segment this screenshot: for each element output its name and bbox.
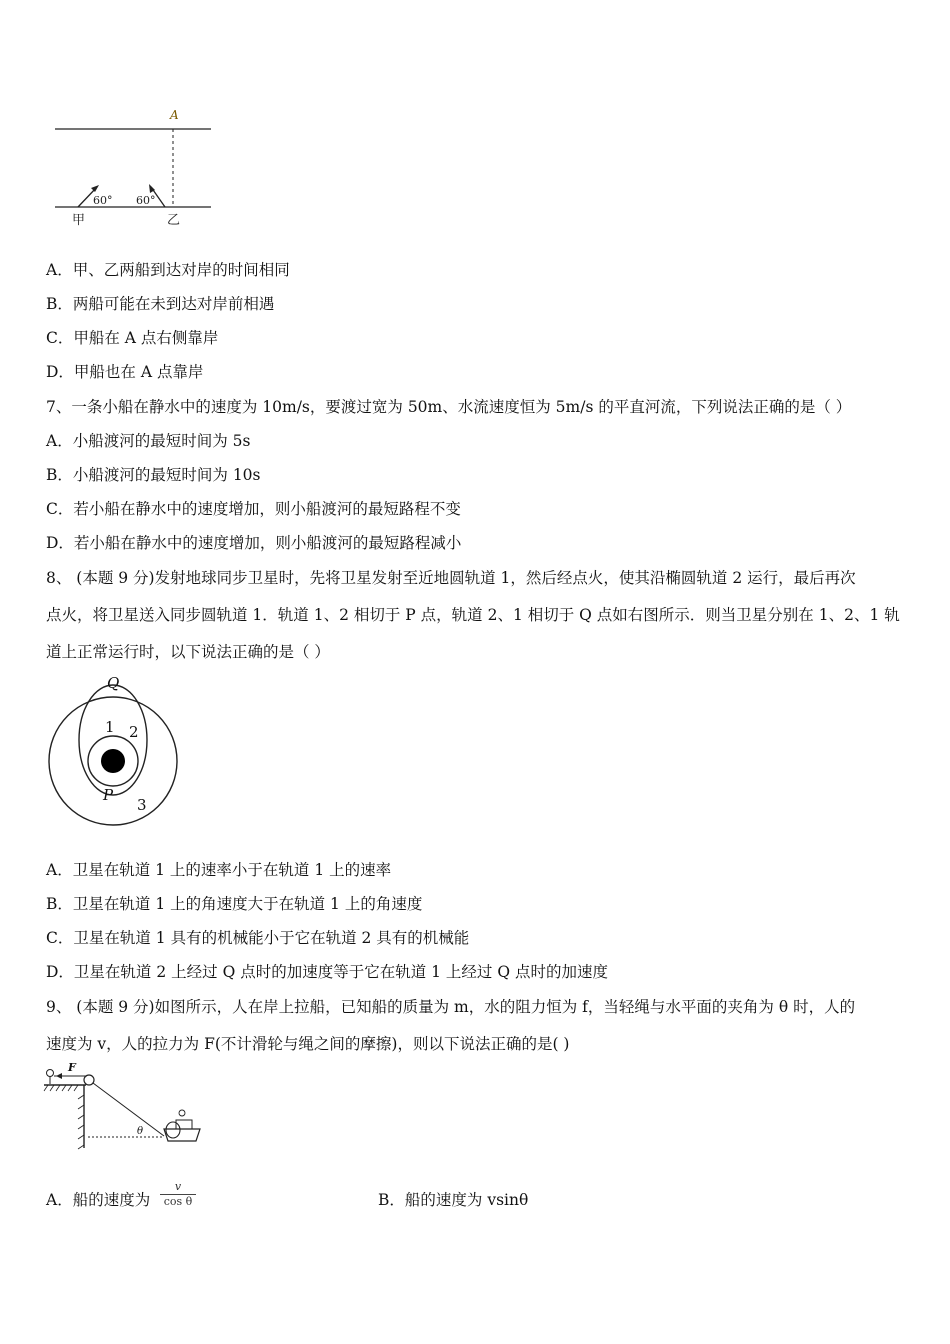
person-icon [47, 1070, 54, 1077]
q8-stem-line2: 点火，将卫星送入同步圆轨道 1．轨道 1、2 相切于 P 点，轨道 2、1 相切于 Q 点如右图所示．则当卫星分别在 1、2、1 轨 [46, 606, 900, 624]
q6-option-a: A．甲、乙两船到达对岸的时间相同 [46, 261, 290, 279]
q9-stem-line2: 速度为 v，人的拉力为 F(不计滑轮与绳之间的摩擦)，则以下说法正确的是( ) [46, 1035, 570, 1053]
label-yi: 乙 [167, 213, 181, 228]
angle-right: 60° [136, 194, 156, 207]
label-F: F [68, 1061, 76, 1074]
label-1: 1 [105, 718, 115, 736]
fraction-numerator: v [174, 1180, 182, 1193]
earth [101, 749, 125, 773]
q8-option-a: A．卫星在轨道 1 上的速率小于在轨道 1 上的速率 [46, 861, 392, 879]
label-P: P [103, 786, 114, 804]
label-A: A [170, 108, 179, 122]
q7-option-c: C．若小船在静水中的速度增加，则小船渡河的最短路程不变 [46, 500, 461, 518]
rope-to-boat [93, 1083, 164, 1136]
angle-left: 60° [93, 194, 113, 207]
q8-option-b: B．卫星在轨道 1 上的角速度大于在轨道 1 上的角速度 [46, 895, 423, 913]
q9-option-a-prefix: A．船的速度为 [46, 1191, 151, 1209]
q6-option-d: D．甲船也在 A 点靠岸 [46, 363, 204, 381]
label-theta: θ [137, 1126, 144, 1137]
orbit-figure [40, 670, 190, 830]
q8-stem-line3: 道上正常运行时，以下说法正确的是（ ） [46, 643, 330, 661]
q6-option-c: C．甲船在 A 点右侧靠岸 [46, 329, 219, 347]
label-2: 2 [129, 723, 139, 741]
river-crossing-figure [50, 100, 220, 235]
q7-stem: 7、一条小船在静水中的速度为 10m/s，要渡过宽为 50m、水流速度恒为 5m/s 的平直河流，下列说法正确的是（ ） [46, 398, 852, 416]
q9-option-a-fraction [160, 1180, 196, 1208]
q6-option-b: B．两船可能在未到达对岸前相遇 [46, 295, 275, 313]
q8-option-c: C．卫星在轨道 1 具有的机械能小于它在轨道 2 具有的机械能 [46, 929, 470, 947]
q8-stem-line1: 8、 (本题 9 分)发射地球同步卫星时，先将卫星发射至近地圆轨道 1，然后经点火，使其沿椭圆轨道 2 运行，最后再次 [46, 569, 856, 587]
q7-option-d: D．若小船在静水中的速度增加，则小船渡河的最短路程减小 [46, 534, 462, 552]
q8-option-d: D．卫星在轨道 2 上经过 Q 点时的加速度等于它在轨道 1 上经过 Q 点时的加速度 [46, 963, 608, 981]
boat-icon [164, 1129, 200, 1141]
q9-option-b: B．船的速度为 vsinθ [378, 1191, 529, 1209]
q7-option-b: B．小船渡河的最短时间为 10s [46, 466, 261, 484]
label-Q: Q [107, 674, 120, 692]
pulley-boat-figure [42, 1060, 212, 1155]
label-jia: 甲 [72, 213, 86, 228]
label-3: 3 [137, 796, 147, 814]
q7-option-a: A．小船渡河的最短时间为 5s [46, 432, 251, 450]
fraction-denominator: cos θ [160, 1194, 196, 1208]
q9-stem-line1: 9、 (本题 9 分)如图所示，人在岸上拉船，已知船的质量为 m，水的阻力恒为 f，当轻绳与水平面的夹角为 θ 时，人的 [46, 998, 856, 1016]
